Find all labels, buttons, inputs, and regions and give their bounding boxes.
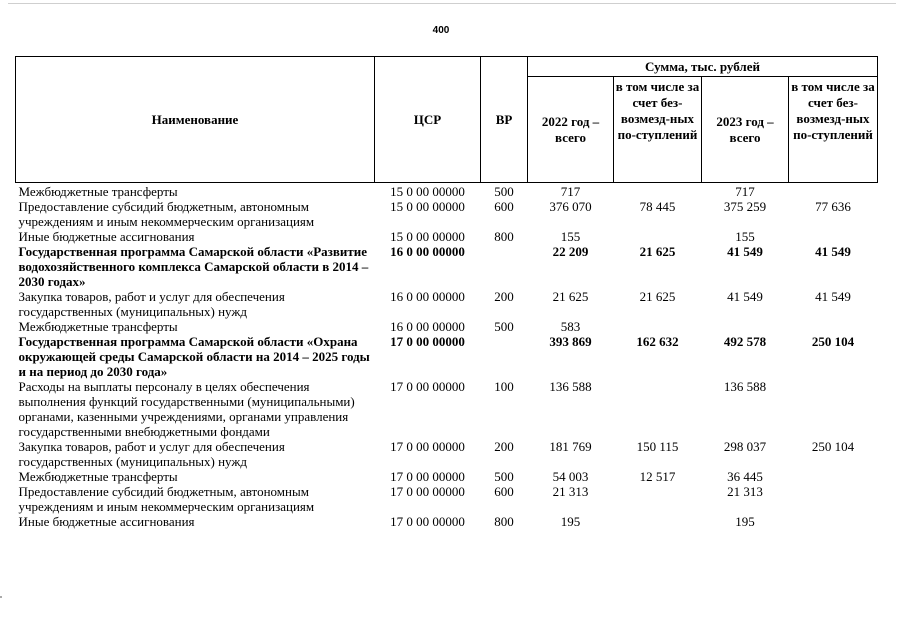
- table-body: [16, 183, 878, 530]
- row-free-2023: 250 104: [811, 439, 855, 454]
- header-total-2022: 2022 год – всего: [528, 77, 614, 183]
- row-vr: 500: [494, 184, 514, 199]
- row-name: Иные бюджетные ассигнования: [18, 514, 195, 529]
- row-vr: 600: [494, 484, 514, 499]
- row-total-2023: 492 578: [723, 334, 767, 349]
- row-name: Межбюджетные трансферты: [18, 469, 178, 484]
- row-free-2022: [614, 514, 702, 529]
- row-csr: 17 0 00 00000: [390, 514, 465, 529]
- row-free-2023: [789, 379, 878, 439]
- row-free-2022: [614, 379, 702, 439]
- row-total-2023: 155: [735, 229, 755, 244]
- table-header: [16, 57, 878, 183]
- row-total-2023: 41 549: [727, 244, 763, 259]
- row-free-2022: [614, 183, 702, 200]
- row-vr: 100: [494, 379, 514, 394]
- row-free-2023: 41 549: [815, 244, 851, 259]
- row-total-2022: 583: [560, 319, 581, 334]
- row-free-2023: [789, 183, 878, 200]
- row-free-2023: 250 104: [811, 334, 855, 349]
- row-csr: 16 0 00 00000: [390, 319, 465, 334]
- header-csr: ЦСР: [375, 57, 481, 183]
- table-row: [16, 319, 878, 334]
- row-csr: 17 0 00 00000: [390, 379, 465, 394]
- row-total-2022: 21 625: [552, 289, 589, 304]
- header-name: Наименование: [16, 57, 375, 183]
- row-total-2023: 36 445: [727, 469, 763, 484]
- row-free-2023: [789, 319, 878, 334]
- page-number: 400: [432, 25, 450, 36]
- row-name: Закупка товаров, работ и услуг для обеспечения государственных (муниципальных) нужд: [18, 289, 285, 319]
- row-vr: [481, 244, 528, 289]
- header-free-2022: в том числе за счет без-возмезд-ных по-ступлений: [614, 77, 702, 183]
- row-total-2022: 195: [560, 514, 581, 529]
- row-total-2022: 22 209: [552, 244, 589, 259]
- row-free-2022: [614, 319, 702, 334]
- row-name: Государственная программа Самарской области «Развитие водохозяйственного комплекса Самарской области в 2014 – 2030 годах»: [18, 244, 369, 289]
- row-vr: 800: [494, 514, 514, 529]
- table-row: [16, 469, 878, 484]
- row-free-2022: 150 115: [636, 439, 679, 454]
- row-csr: 15 0 00 00000: [390, 184, 465, 199]
- row-free-2023: [789, 229, 878, 244]
- row-free-2022: 21 625: [639, 244, 676, 259]
- row-total-2023: 717: [735, 184, 755, 199]
- row-csr: 16 0 00 00000: [390, 289, 465, 304]
- row-name: Иные бюджетные ассигнования: [18, 229, 195, 244]
- table-row: [16, 199, 878, 229]
- row-total-2022: 376 070: [549, 199, 592, 214]
- row-free-2023: [789, 469, 878, 484]
- row-free-2022: [614, 484, 702, 514]
- row-total-2022: 393 869: [549, 334, 592, 349]
- row-name: Расходы на выплаты персоналу в целях обеспечения выполнения функций государственными (муниципальными) органами, казенными учреждениями, органами управления государственными внебюджетными фондами: [18, 379, 355, 439]
- row-free-2023: [789, 514, 878, 529]
- row-free-2023: 41 549: [815, 289, 851, 304]
- row-total-2023: 41 549: [727, 289, 763, 304]
- row-free-2022: 12 517: [639, 469, 676, 484]
- row-total-2022: 21 313: [552, 484, 589, 499]
- row-free-2022: 78 445: [639, 199, 676, 214]
- budget-table: [15, 56, 878, 529]
- table-row: [16, 484, 878, 514]
- row-vr: 500: [494, 319, 514, 334]
- row-vr: 800: [494, 229, 514, 244]
- row-total-2022: 717: [560, 184, 581, 199]
- row-vr: 500: [494, 469, 514, 484]
- row-name: Закупка товаров, работ и услуг для обеспечения государственных (муниципальных) нужд: [18, 439, 285, 469]
- row-vr: [481, 334, 528, 379]
- row-vr: 600: [494, 199, 514, 214]
- row-free-2022: [614, 229, 702, 244]
- row-total-2023: 195: [735, 514, 755, 529]
- row-csr: 15 0 00 00000: [390, 229, 465, 244]
- row-name: Межбюджетные трансферты: [18, 319, 178, 334]
- row-csr: 17 0 00 00000: [390, 484, 465, 499]
- table-row: [16, 289, 878, 319]
- row-csr: 16 0 00 00000: [390, 244, 465, 259]
- scan-mark: [0, 596, 2, 598]
- row-total-2023: 21 313: [727, 484, 763, 499]
- row-total-2023: 136 588: [723, 379, 767, 394]
- row-csr: 17 0 00 00000: [390, 439, 465, 454]
- header-vr: ВР: [481, 57, 528, 183]
- row-free-2022: 162 632: [636, 334, 679, 349]
- row-total-2022: 136 588: [549, 379, 592, 394]
- program-row: [16, 334, 878, 379]
- row-vr: 200: [494, 439, 514, 454]
- row-free-2022: 21 625: [639, 289, 676, 304]
- header-total-2023: 2023 год – всего: [702, 77, 789, 183]
- table-row: [16, 379, 878, 439]
- page-top-rule: [8, 3, 896, 4]
- row-csr: 17 0 00 00000: [390, 334, 465, 349]
- row-total-2023: 298 037: [723, 439, 767, 454]
- header-sum: Сумма, тыс. рублей: [528, 57, 878, 77]
- row-free-2023: 77 636: [815, 199, 851, 214]
- row-total-2023: [702, 319, 789, 334]
- row-name: Межбюджетные трансферты: [18, 184, 178, 199]
- row-name: Государственная программа Самарской области «Охрана окружающей среды Самарской области на 2014 – 2025 годы и на период до 2030 года»: [18, 334, 370, 379]
- table-row: [16, 439, 878, 469]
- row-total-2022: 155: [560, 229, 581, 244]
- row-name: Предоставление субсидий бюджетным, автономным учреждениям и иным некоммерческим организациям: [18, 484, 315, 514]
- row-csr: 17 0 00 00000: [390, 469, 465, 484]
- table-row: [16, 183, 878, 200]
- row-total-2022: 54 003: [552, 469, 589, 484]
- table-row: [16, 229, 878, 244]
- row-total-2022: 181 769: [549, 439, 592, 454]
- row-total-2023: 375 259: [723, 199, 767, 214]
- table-row: [16, 514, 878, 529]
- header-free-2023: в том числе за счет без-возмезд-ных по-ступлений: [789, 77, 878, 183]
- row-free-2023: [789, 484, 878, 514]
- row-vr: 200: [494, 289, 514, 304]
- row-name: Предоставление субсидий бюджетным, автономным учреждениям и иным некоммерческим организациям: [18, 199, 315, 229]
- row-csr: 15 0 00 00000: [390, 199, 465, 214]
- program-row: [16, 244, 878, 289]
